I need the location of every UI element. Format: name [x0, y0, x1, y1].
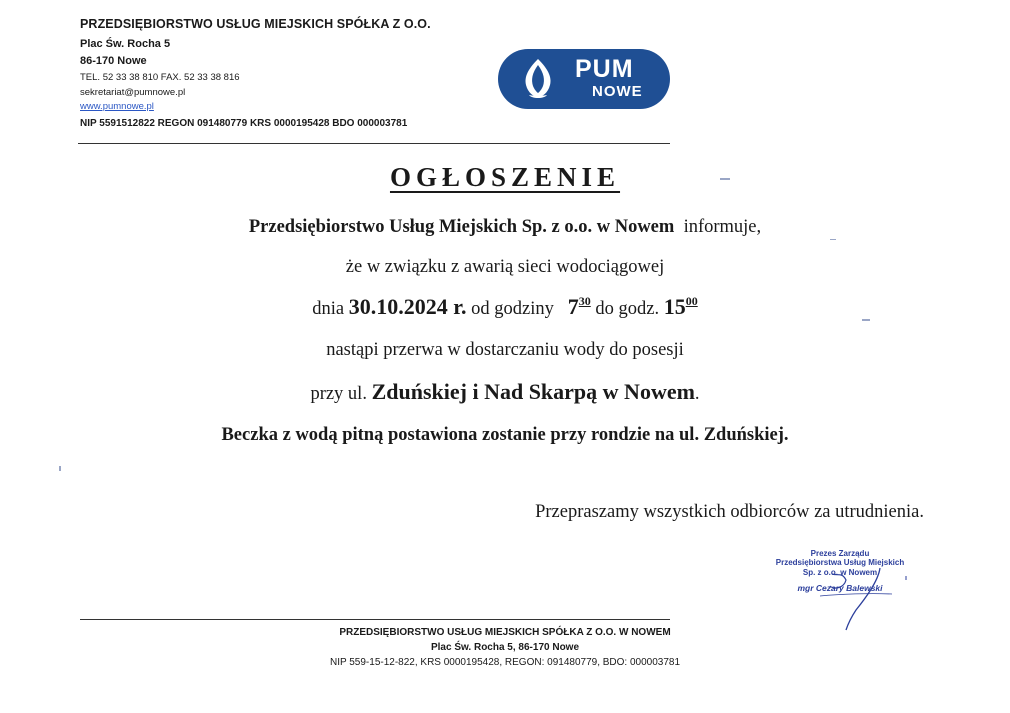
logo-text-nowe: NOWE: [592, 83, 643, 100]
notice-line-water-tank: Beczka z wodą pitną postawiona zostanie przy rondzie na ul. Zduńskiej.: [221, 425, 789, 445]
company-phone-fax: TEL. 52 33 38 810 FAX. 52 33 38 816: [80, 72, 240, 83]
scan-speck: [59, 466, 61, 471]
notice-line-interruption: nastąpi przerwa w dostarczaniu wody do posesji: [326, 340, 684, 360]
notice-line-streets: przy ul. Zduńskiej i Nad Skarpą w Nowem.: [310, 379, 700, 404]
scan-speck: [862, 319, 870, 321]
outage-date: 30.10.2024 r.: [348, 294, 467, 319]
company-website-link[interactable]: www.pumnowe.pl: [80, 101, 154, 112]
company-email: sekretariat@pumnowe.pl: [80, 87, 186, 98]
notice-line-date-time: dnia 30.10.2024 r. od godziny $7^{30}$ do godz. $15^{00}$: [312, 294, 698, 319]
stamp-line-legal-form: Sp. z o.o. w Nowem: [802, 568, 878, 577]
stamp-line-name: mgr Cezary Balewski: [797, 583, 883, 593]
company-street: Plac Św. Rocha 5: [80, 38, 171, 50]
outage-start-minute: 30: [578, 294, 591, 308]
stamp-line-title: Prezes Zarządu: [810, 549, 870, 558]
company-city: 86-170 Nowe: [80, 55, 147, 67]
notice-apology: Przepraszamy wszystkich odbiorców za utrudnienia.: [535, 502, 924, 522]
drop-leaf-icon: [514, 55, 562, 103]
affected-streets: Zduńskiej i Nad Skarpą w Nowem: [371, 379, 695, 404]
header-divider: [78, 143, 670, 144]
scan-speck: [830, 239, 836, 240]
notice-informs: informuje,: [683, 217, 762, 237]
footer-registration-ids: NIP 559-15-12-822, KRS 0000195428, REGON: 091480779, BDO: 000003781: [329, 657, 681, 668]
notice-title: OGŁOSZENIE: [389, 162, 621, 192]
footer-divider: [80, 619, 670, 620]
notice-line-company: [0, 217, 1010, 238]
logo-text-pum: PUM: [575, 55, 634, 83]
footer-address: Plac Św. Rocha 5, 86-170 Nowe: [430, 642, 580, 653]
outage-start-hour: 7: [567, 294, 579, 319]
outage-end-minute: 00: [685, 294, 698, 308]
company-registration-ids: NIP 5591512822 REGON 091480779 KRS 0000195428 BDO 000003781: [80, 118, 408, 129]
outage-end-hour: 15: [663, 294, 686, 319]
footer-company-name: PRZEDSIĘBIORSTWO USŁUG MIEJSKICH SPÓŁKA Z O.O. W NOWEM: [339, 627, 671, 638]
company-name: PRZEDSIĘBIORSTWO USŁUG MIEJSKICH SPÓŁKA Z O.O.: [80, 17, 431, 31]
scan-speck: [720, 178, 730, 180]
notice-line-failure: że w związku z awarią sieci wodociągowej: [345, 257, 665, 277]
notice-company-name: Przedsiębiorstwo Usług Miejskich Sp. z o.o. w Nowem: [248, 217, 675, 237]
stamp-line-company: Przedsiębiorstwa Usług Miejskich: [775, 558, 905, 567]
pum-logo: [498, 49, 670, 109]
